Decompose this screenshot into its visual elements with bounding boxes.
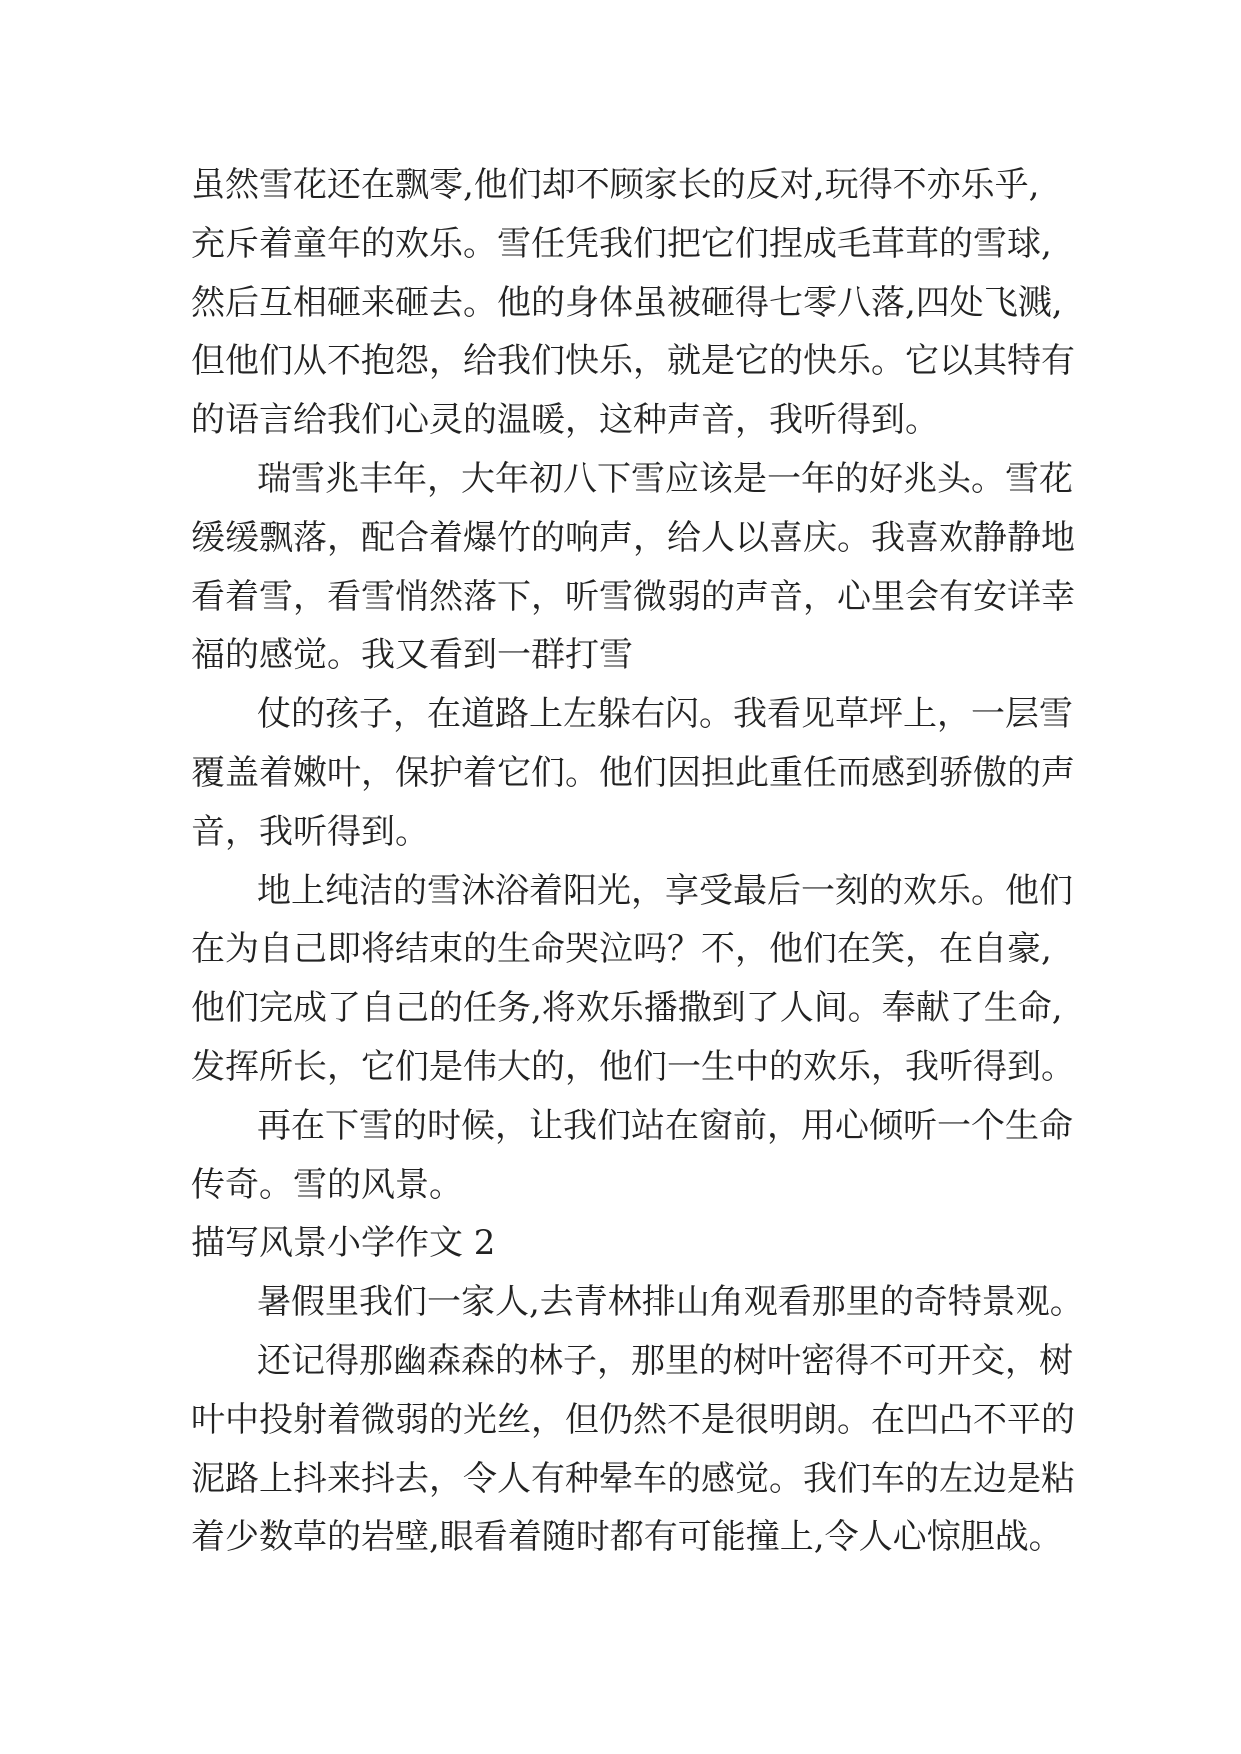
paragraph-snowball-children [191,685,1075,861]
paragraph-auspicious-snow [191,450,1075,685]
text-line: 再在下雪的时候，让我们站在窗前，用心倾听一个生命 [257,1105,1073,1146]
text-line: 传奇。雪的风景。 [191,1164,463,1205]
text-line: 暑假里我们一家人,去青林排山角观看那里的奇特景观。 [257,1282,1084,1323]
text-line: 在为自己即将结束的生命哭泣吗？不，他们在笑，在自豪, [191,929,1052,970]
text-line: 叶中投射着微弱的光丝，但仍然不是很明朗。在凹凸不平的 [191,1399,1075,1440]
text-line: 还记得那幽森森的林子，那里的树叶密得不可开交，树 [257,1340,1073,1381]
essay-title: 描写风景小学作文 2 [191,1223,496,1264]
paragraph-summer-trip [191,1273,1084,1332]
paragraph-snow-playing [191,156,1075,450]
text-line: 泥路上抖来抖去，令人有种晕车的感觉。我们车的左边是粘 [191,1458,1075,1499]
text-line: 地上纯洁的雪沐浴着阳光，享受最后一刻的欢乐。他们 [257,870,1073,911]
text-line: 着少数草的岩壁,眼看着随时都有可能撞上,令人心惊胆战。 [191,1517,1063,1558]
text-line: 的语言给我们心灵的温暖，这种声音，我听得到。 [191,400,939,441]
paragraph-forest-road [191,1332,1075,1567]
text-line: 充斥着童年的欢乐。雪任凭我们把它们捏成毛茸茸的雪球, [191,223,1052,264]
text-line: 发挥所长，它们是伟大的，他们一生中的欢乐，我听得到。 [191,1046,1075,1087]
text-line: 看着雪，看雪悄然落下，听雪微弱的声音，心里会有安详幸 [191,576,1075,617]
text-line: 音，我听得到。 [191,811,429,852]
document-body [191,156,1084,1567]
text-line: 然后互相砸来砸去。他的身体虽被砸得七零八落,四处飞溅, [191,282,1063,323]
text-line: 瑞雪兆丰年，大年初八下雪应该是一年的好兆头。雪花 [257,458,1073,499]
text-line: 但他们从不抱怨，给我们快乐，就是它的快乐。它以其特有 [191,341,1075,382]
text-line: 缓缓飘落，配合着爆竹的响声，给人以喜庆。我喜欢静静地 [191,517,1075,558]
text-line: 福的感觉。我又看到一群打雪 [191,635,633,676]
text-line: 覆盖着嫩叶，保护着它们。他们因担此重任而感到骄傲的声 [191,752,1075,793]
paragraph-pure-snow [191,862,1075,1097]
text-line: 仗的孩子，在道路上左躲右闪。我看见草坪上，一层雪 [257,694,1073,735]
paragraph-listen-snow [191,1097,1071,1215]
text-line: 虽然雪花还在飘零,他们却不顾家长的反对,玩得不亦乐乎, [191,165,1040,205]
section-heading [191,1214,1071,1273]
text-line: 他们完成了自己的任务,将欢乐播撒到了人间。奉献了生命, [191,988,1063,1029]
